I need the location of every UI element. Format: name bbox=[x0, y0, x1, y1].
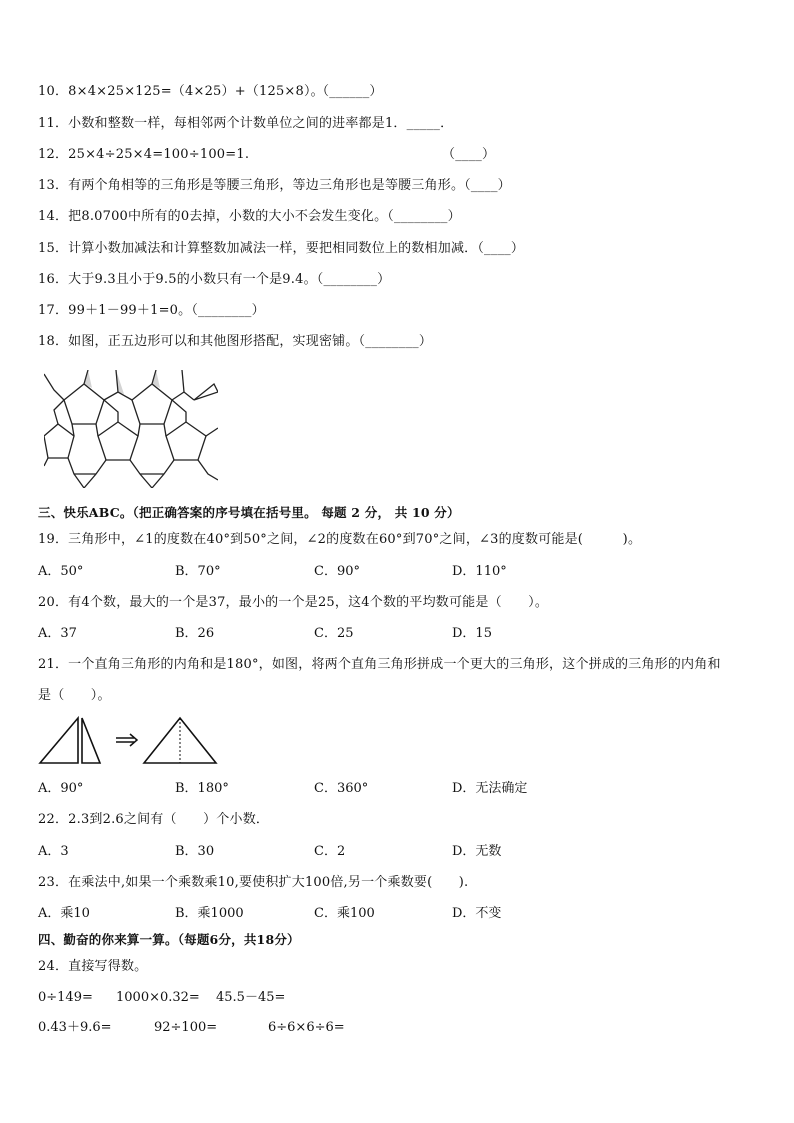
question-24: 24．直接写得数。 bbox=[38, 959, 148, 974]
option-a: A．37 bbox=[38, 626, 77, 641]
option-c: C．90° bbox=[314, 564, 360, 579]
option-c: C．2 bbox=[314, 844, 346, 859]
question-13: 13．有两个角相等的三角形是等腰三角形，等边三角形也是等腰三角形。（____） bbox=[38, 178, 511, 193]
option-d: D．110° bbox=[452, 564, 507, 579]
question-11: 11．小数和整数一样，每相邻两个计数单位之间的进率都是1．_____． bbox=[38, 116, 454, 131]
answer-blank: （____） bbox=[442, 147, 496, 162]
answer-blank: （______） bbox=[316, 84, 383, 99]
question-15: 15．计算小数加减法和计算整数加减法一样，要把相同数位上的数相加减．（____） bbox=[38, 241, 525, 256]
option-b: B．180° bbox=[175, 781, 229, 796]
section-3-title: 三、快乐ABC。（把正确答案的序号填在括号里。 每题 2 分， 共 10 分） bbox=[38, 505, 460, 520]
option-a: A．3 bbox=[38, 844, 69, 859]
option-c: C．25 bbox=[314, 626, 354, 641]
question-20: 20．有4个数，最大的一个是37，最小的一个是25，这4个数的平均数可能是（ ）。 bbox=[38, 595, 549, 610]
option-a: A．90° bbox=[38, 781, 84, 796]
option-d: D．无法确定 bbox=[452, 781, 528, 796]
option-b: B．乘1000 bbox=[175, 906, 244, 921]
question-17: 17．99＋1－99＋1=0。（________） bbox=[38, 303, 265, 318]
calc-item: 92÷100= bbox=[154, 1020, 218, 1035]
question-23: 23．在乘法中,如果一个乘数乘10,要使积扩大100倍,另一个乘数要( ). bbox=[38, 875, 469, 890]
calc-item: 0.43＋9.6= bbox=[38, 1020, 112, 1035]
question-text: 12．25×4÷25×4=100÷100=1. bbox=[38, 147, 250, 162]
calc-item: 0÷149= bbox=[38, 990, 93, 1005]
option-b: B．30 bbox=[175, 844, 215, 859]
question-22: 22．2.3到2.6之间有（ ）个小数． bbox=[38, 812, 270, 827]
calc-item: 1000×0.32= bbox=[116, 990, 200, 1005]
calc-item: 6÷6×6÷6= bbox=[268, 1020, 345, 1035]
question-12 bbox=[38, 146, 496, 164]
question-text: 10．8×4×25×125=（4×25）+（125×8）。 bbox=[38, 84, 324, 99]
triangles-figure bbox=[38, 714, 218, 766]
pentagon-tessellation-figure bbox=[44, 370, 218, 488]
question-21: 21．一个直角三角形的内角和是180°，如图，将两个直角三角形拼成一个更大的三角形，这个拼成的三角形的内角和 bbox=[38, 657, 721, 672]
question-21-cont: 是（ ）。 bbox=[38, 688, 111, 703]
section-4-title: 四、勤奋的你来算一算。（每题6分，共18分） bbox=[38, 932, 300, 947]
option-d: D．不变 bbox=[452, 906, 502, 921]
option-b: B．70° bbox=[175, 564, 221, 579]
option-d: D．无数 bbox=[452, 844, 502, 859]
question-10 bbox=[38, 83, 383, 101]
question-14: 14．把8.0700中所有的0去掉，小数的大小不会发生变化。（________） bbox=[38, 209, 461, 224]
question-18: 18．如图，正五边形可以和其他图形搭配，实现密铺。（________） bbox=[38, 334, 433, 349]
question-19: 19．三角形中，∠1的度数在40°到50°之间，∠2的度数在60°到70°之间，∠3的度数可能是( )。 bbox=[38, 532, 642, 547]
option-b: B．26 bbox=[175, 626, 215, 641]
option-a: A．乘10 bbox=[38, 906, 90, 921]
option-d: D．15 bbox=[452, 626, 492, 641]
option-c: C．360° bbox=[314, 781, 369, 796]
option-c: C．乘100 bbox=[314, 906, 375, 921]
question-16: 16．大于9.3且小于9.5的小数只有一个是9.4。（________） bbox=[38, 272, 391, 287]
calc-item: 45.5－45= bbox=[216, 990, 286, 1005]
option-a: A．50° bbox=[38, 564, 84, 579]
